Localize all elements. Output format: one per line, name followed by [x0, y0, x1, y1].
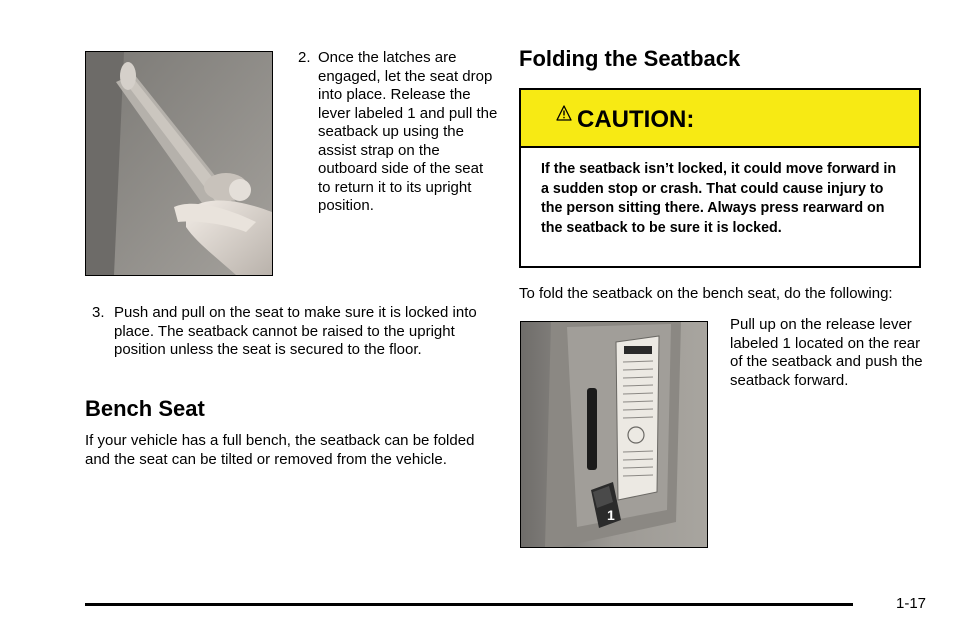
release-lever-photo — [520, 321, 708, 548]
footer-rule — [85, 603, 853, 606]
bench-seat-text: If your vehicle has a full bench, the seatback can be folded and the seat can be tilted or removed from the vehicle. — [85, 432, 475, 468]
fold-intro-text: To fold the seatback on the bench seat, do the following: — [519, 285, 893, 302]
bench-seat-heading: Bench Seat — [85, 396, 205, 421]
caution-bar — [521, 90, 919, 148]
caution-label: CAUTION: — [577, 106, 695, 133]
step-3-text: Push and pull on the seat to make sure it is locked into place. The seatback cannot be raised to the upright position unless the seat is secured to the floor. — [114, 304, 477, 358]
warning-triangle-icon — [556, 105, 572, 121]
step-3-number: 3. — [92, 304, 105, 321]
step-2 — [298, 49, 498, 216]
caution-box — [519, 88, 921, 268]
assist-strap-photo — [85, 51, 273, 276]
lever-label: 1 — [607, 507, 615, 523]
pull-lever-text: Pull up on the release lever labeled 1 located on the rear of the seatback and push the seatback forward. — [730, 316, 923, 389]
step-2-number: 2. — [298, 49, 311, 66]
step-2-text: Once the latches are engaged, let the seat drop into place. Release the lever labeled 1 and pull the seatback up using the assist strap on the outboard side of the seat to return it to its upright position. — [318, 49, 498, 214]
step-3 — [92, 304, 492, 360]
page-number: 1-17 — [896, 595, 927, 612]
caution-message: If the seatback isn’t locked, it could move forward in a sudden stop or crash. That could cause injury to the person sitting there. Always press rearward on the seatback to be sure it is locked. — [541, 161, 897, 236]
folding-seatback-heading: Folding the Seatback — [519, 46, 741, 71]
